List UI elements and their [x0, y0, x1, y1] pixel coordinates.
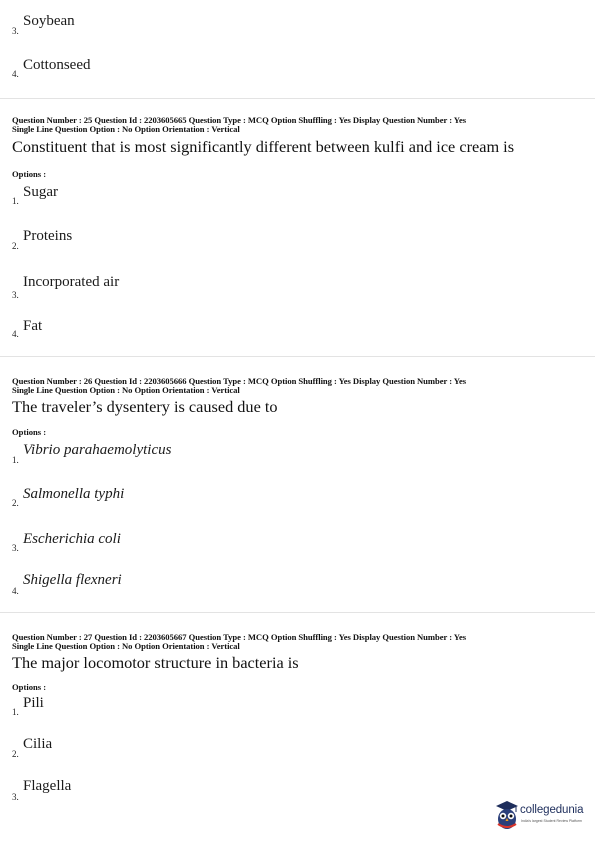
option-text: Incorporated air — [23, 274, 120, 290]
option-text: Pili — [23, 695, 44, 711]
option-number: 3. — [12, 26, 19, 36]
logo-wordmark: collegedunia — [520, 804, 584, 816]
owl-graduate-icon — [495, 800, 519, 830]
question-text: The major locomotor structure in bacteria is — [12, 653, 299, 672]
option-number: 3. — [12, 543, 19, 553]
option-number: 4. — [12, 586, 19, 596]
option-number: 2. — [12, 749, 19, 759]
question-text: Constituent that is most significantly different between kulfi and ice cream is — [12, 137, 515, 156]
option-number: 1. — [12, 196, 19, 206]
option-text: Cilia — [23, 736, 53, 752]
question-meta: Question Number : 26 Question Id : 2203605666 Question Type : MCQ Option Shuffling : Yes Display Question Number : Yes — [12, 376, 467, 386]
option-number: 4. — [12, 329, 19, 339]
question-meta: Single Line Question Option : No Option Orientation : Vertical — [12, 124, 240, 134]
question-text: The traveler’s dysentery is caused due to — [12, 397, 278, 416]
option-number: 1. — [12, 707, 19, 717]
option-text: Proteins — [23, 228, 73, 244]
option-number: 4. — [12, 69, 19, 79]
collegedunia-logo[interactable] — [495, 797, 595, 833]
question-meta: Single Line Question Option : No Option Orientation : Vertical — [12, 641, 240, 651]
option-text: Salmonella typhi — [23, 486, 125, 502]
option-number: 2. — [12, 498, 19, 508]
divider — [0, 98, 595, 99]
option-text: Vibrio parahaemolyticus — [23, 442, 172, 458]
option-text: Escherichia coli — [23, 531, 121, 547]
option-text: Fat — [23, 318, 43, 334]
option-number: 2. — [12, 241, 19, 251]
question-meta: Single Line Question Option : No Option Orientation : Vertical — [12, 385, 240, 395]
options-label: Options : — [12, 682, 47, 692]
option-text: Flagella — [23, 778, 72, 794]
option-number: 1. — [12, 455, 19, 465]
question-meta: Question Number : 27 Question Id : 2203605667 Question Type : MCQ Option Shuffling : Yes Display Question Number : Yes — [12, 632, 467, 642]
option-text: Soybean — [23, 13, 75, 29]
logo-tagline: India's largest Student Review Platform — [521, 819, 582, 823]
option-text: Sugar — [23, 184, 58, 200]
option-number: 3. — [12, 290, 19, 300]
question-meta: Question Number : 25 Question Id : 2203605665 Question Type : MCQ Option Shuffling : Yes Display Question Number : Yes — [12, 115, 467, 125]
option-text: Shigella flexneri — [23, 572, 122, 588]
options-label: Options : — [12, 169, 47, 179]
divider — [0, 356, 595, 357]
options-label: Options : — [12, 427, 47, 437]
option-text: Cottonseed — [23, 57, 91, 73]
option-number: 3. — [12, 792, 19, 802]
divider — [0, 612, 595, 613]
